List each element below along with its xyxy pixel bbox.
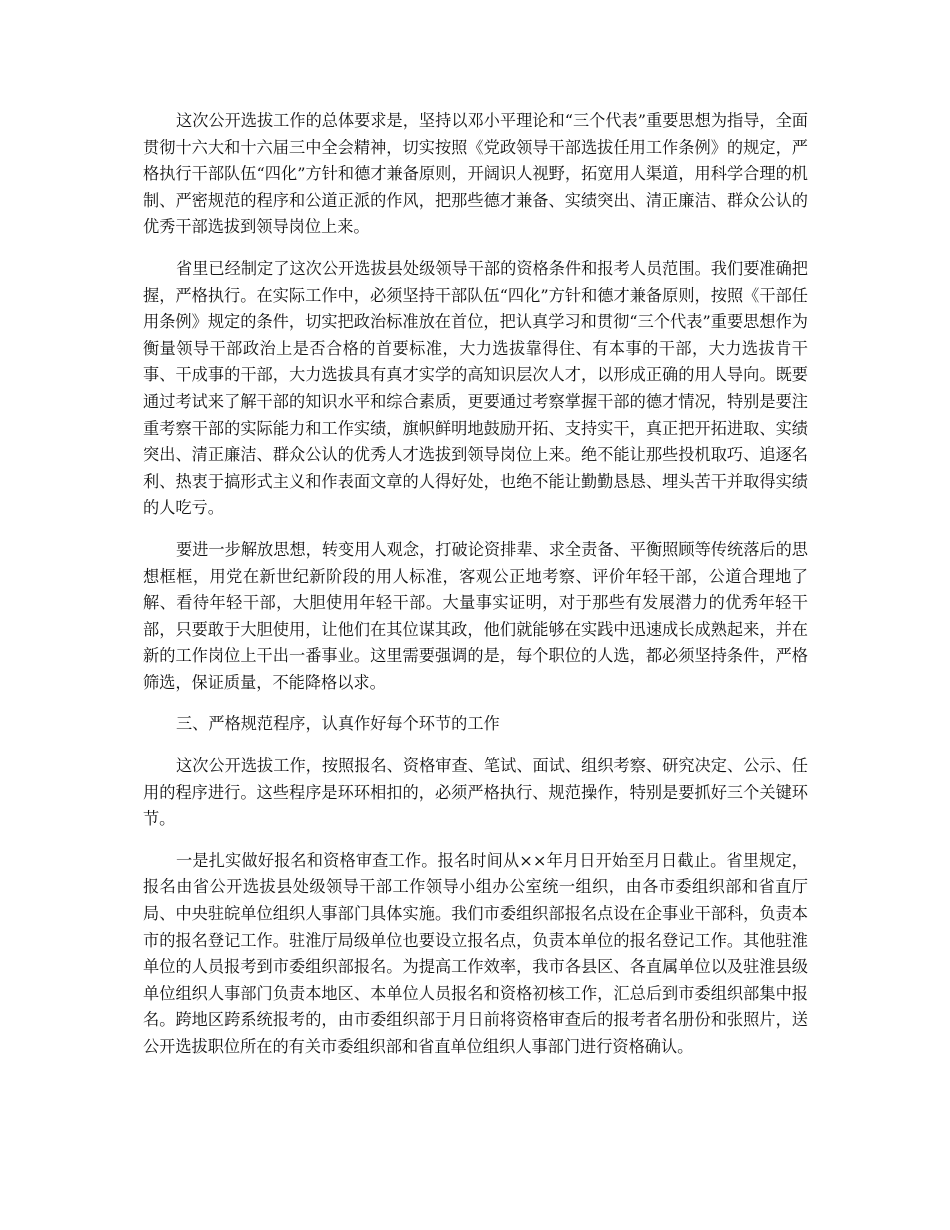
paragraph-registration: 一是扎实做好报名和资格审查工作。报名时间从××年月日开始至月日截止。省里规定，报名由省公开选拔县处级领导干部工作领导小组办公室统一组织，由各市委组织部和省直厅局、中央驻皖单位组织人事部门具体实施。我们市委组织部报名点设在企事业干部科，负责本市的报名登记工作。驻淮厅局级单位也要设立报名点，负责本单位的报名登记工作。其他驻淮单位的人员报考到市委组织部报名。为提高工作效率，我市各县区、各直属单位以及驻淮县级单位组织人事部门负责本地区、本单位人员报名和资格初核工作，汇总后到市委组织部集中报名。跨地区跨系统报考的，由市委组织部于月日前将资格审查后的报考者名册份和张照片，送公开选拔职位所在的有关市委组织部和省直单位组织人事部门进行资格确认。	[143, 850, 808, 1056]
paragraph-procedure: 这次公开选拔工作，按照报名、资格审查、笔试、面试、组织考察、研究决定、公示、任用的程序进行。这些程序是环环相扣的，必须严格执行、规范操作，特别是要抓好三个关键环节。	[143, 756, 808, 829]
paragraph-emancipate-thinking: 要进一步解放思想，转变用人观念，打破论资排辈、求全责备、平衡照顾等传统落后的思想框框，用党在新世纪新阶段的用人标准，客观公正地考察、评价年轻干部，公道合理地了解、看待年轻干部，大胆使用年轻干部。大量事实证明，对于那些有发展潜力的优秀年轻干部，只要敢于大胆使用，让他们在其位谋其政，他们就能够在实践中迅速成长成熟起来，并在新的工作岗位上干出一番事业。这里需要强调的是，每个职位的人选，都必须坚持条件，严格筛选，保证质量，不能降格以求。	[143, 539, 808, 692]
document-body	[143, 108, 808, 1076]
paragraph-general-requirements: 这次公开选拔工作的总体要求是，坚持以邓小平理论和“三个代表”重要思想为指导，全面贯彻十六大和十六届三中全会精神，切实按照《党政领导干部选拔任用工作条例》的规定，严格执行干部队伍“四化”方针和德才兼备原则，开阔识人视野，拓宽用人渠道，用科学合理的机制、严密规范的程序和公道正派的作风，把那些德才兼备、实绩突出、清正廉洁、群众公认的优秀干部选拔到领导岗位上来。	[143, 111, 808, 237]
paragraph-qualification-conditions: 省里已经制定了这次公开选拔县处级领导干部的资格条件和报考人员范围。我们要准确把握，严格执行。在实际工作中，必须坚持干部队伍“四化”方针和德才兼备原则，按照《干部任用条例》规定的条件，切实把政治标准放在首位，把认真学习和贯彻“三个代表”重要思想作为衡量领导干部政治上是否合格的首要标准，大力选拔靠得住、有本事的干部，大力选拔肯干事、干成事的干部，大力选拔具有真才实学的高知识层次人才，以形成正确的用人导向。既要通过考试来了解干部的知识水平和综合素质，更要通过考察掌握干部的德才情况，特别是要注重考察干部的实际能力和工作实绩，旗帜鲜明地鼓励开拓、支持实干，真正把开拓进取、实绩突出、清正廉洁、群众公认的优秀人才选拔到领导岗位上来。绝不能让那些投机取巧、追逐名利、热衷于搞形式主义和作表面文章的人得好处，也绝不能让勤勤恳恳、埋头苦干并取得实绩的人吃亏。	[143, 258, 808, 518]
section-heading: 三、严格规范程序，认真作好每个环节的工作	[176, 714, 500, 734]
